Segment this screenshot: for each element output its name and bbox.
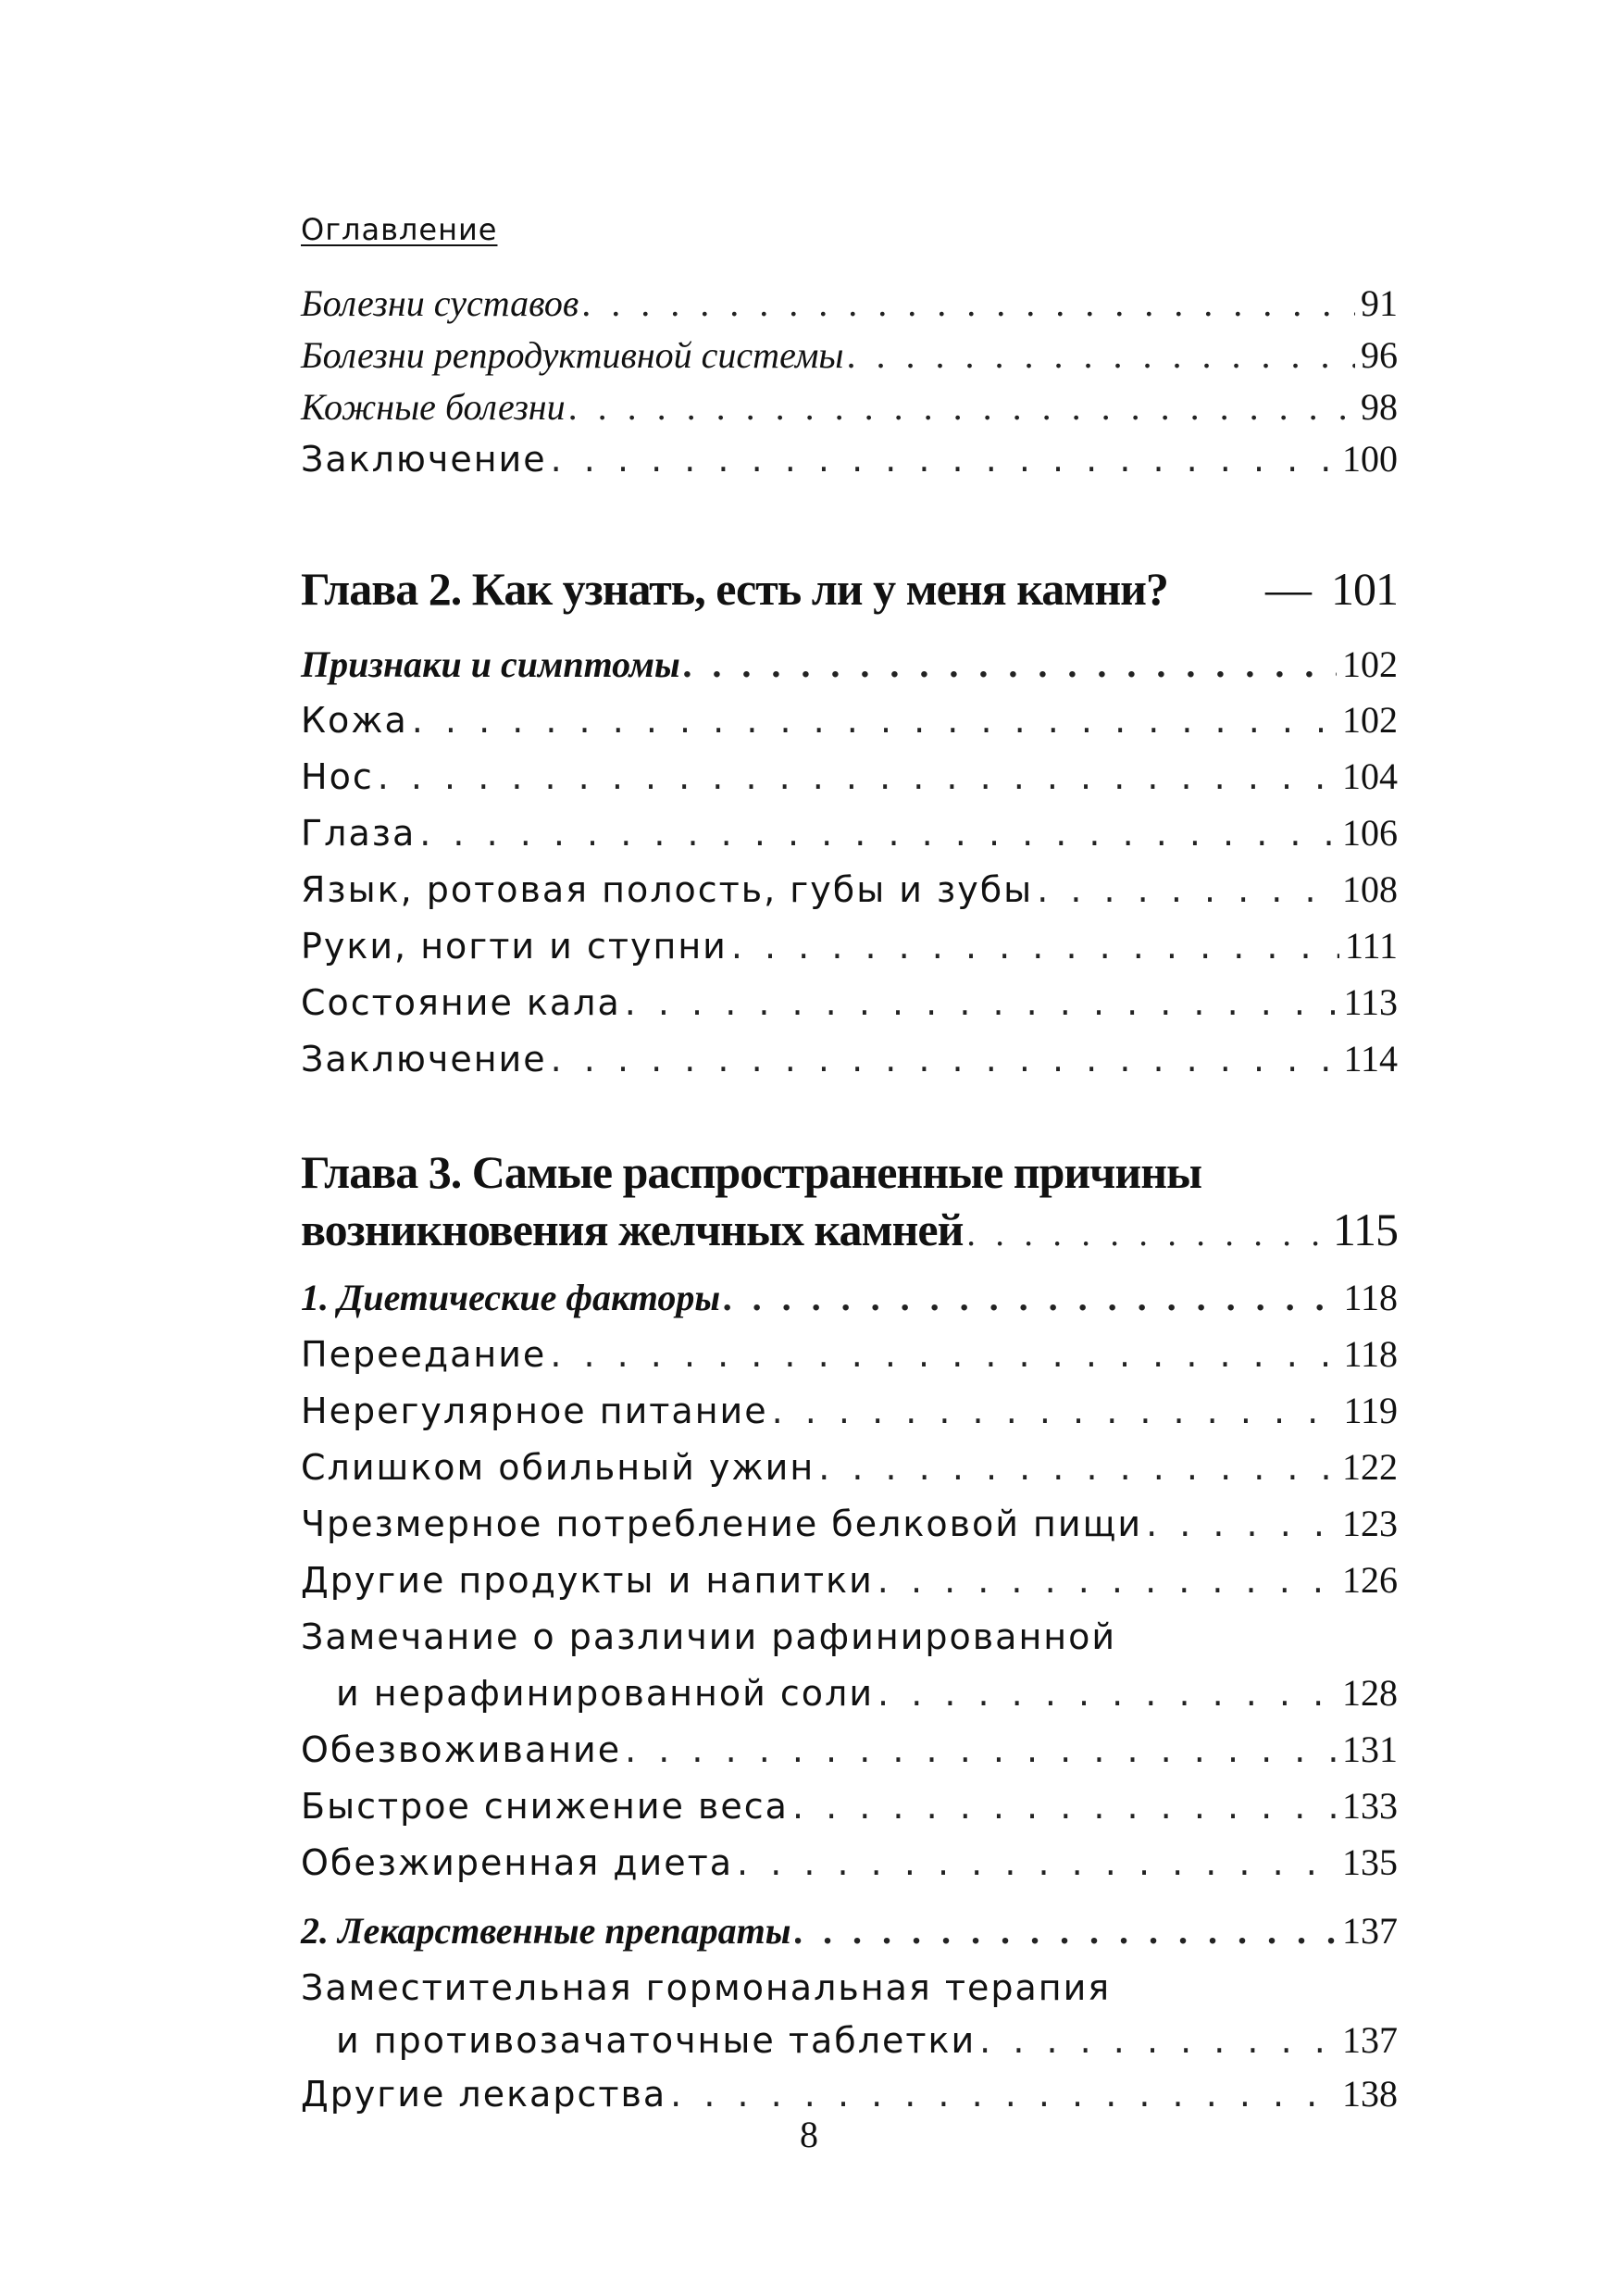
toc-entry-title: Кожные болезни	[301, 386, 566, 428]
dot-leader	[625, 977, 1338, 1029]
running-head: Оглавление	[301, 212, 498, 247]
chapter-heading-2[interactable]	[301, 559, 1398, 618]
dot-leader	[1037, 864, 1337, 916]
toc-entry-page: 131	[1342, 1728, 1398, 1770]
toc-entry-page: 119	[1343, 1390, 1398, 1431]
dot-leader	[1146, 1498, 1337, 1550]
toc-entry[interactable]	[301, 1498, 1398, 1550]
toc-entry[interactable]	[301, 1667, 1398, 1719]
toc-entry[interactable]	[301, 433, 1398, 485]
dot-leader	[569, 381, 1355, 433]
toc-entry-page: 133	[1342, 1785, 1398, 1827]
dot-leader	[772, 1385, 1338, 1437]
toc-entry-page: 135	[1342, 1841, 1398, 1883]
chapter-page: 101	[1331, 563, 1398, 615]
toc-entry[interactable]	[301, 330, 1398, 381]
dot-leader	[550, 1329, 1338, 1380]
dot-leader	[731, 920, 1339, 972]
toc-entry-title: Переедание	[301, 1334, 547, 1375]
chapter-title: Глава 2. Как узнать, есть ли у меня камни?	[301, 563, 1168, 615]
toc-entry[interactable]	[301, 1724, 1398, 1776]
page-number: 8	[800, 2114, 818, 2155]
dot-leader	[818, 1441, 1337, 1493]
toc-entry-page: 138	[1342, 2073, 1398, 2115]
toc-entry[interactable]	[301, 1837, 1398, 1889]
chapter-heading-3[interactable]	[301, 1200, 1398, 1259]
dot-leader	[551, 1033, 1338, 1085]
toc-entry[interactable]	[301, 751, 1398, 803]
toc-entry-page: 122	[1342, 1446, 1398, 1488]
section-title: 2. Лекарственные препараты	[301, 1910, 791, 1952]
dot-leader	[877, 1554, 1337, 1606]
toc-entry-page: 137	[1342, 2019, 1398, 2061]
dot-leader	[419, 807, 1337, 859]
dot-leader	[582, 278, 1355, 330]
dot-leader	[737, 1837, 1337, 1889]
dot-leader	[551, 433, 1337, 485]
dot-leader	[979, 2015, 1337, 2066]
toc-entry-title: Кожа	[301, 700, 408, 741]
section-page: 137	[1342, 1910, 1398, 1952]
toc-entry-title: Другие лекарства	[301, 2074, 667, 2115]
toc-entry[interactable]	[301, 381, 1398, 433]
toc-entry-title: Руки, ногти и ступни	[301, 926, 728, 967]
dot-leader	[684, 639, 1337, 691]
section-heading[interactable]	[301, 1905, 1398, 1957]
toc-entry-title: Обезвоживание	[301, 1729, 622, 1770]
toc-entry-title: и противозачаточные таблетки	[336, 2020, 977, 2061]
dot-leader	[625, 1724, 1337, 1776]
dot-leader	[847, 330, 1355, 381]
toc-entry-page: 126	[1342, 1559, 1398, 1601]
toc-entry-page: 96	[1361, 334, 1398, 376]
toc-entry-title: Заключение	[301, 1039, 547, 1079]
dot-leader	[412, 694, 1337, 746]
toc-entry-page: 108	[1342, 868, 1398, 910]
toc-entry-page: 100	[1342, 438, 1398, 480]
toc-entry[interactable]	[301, 694, 1398, 746]
section-title: Признаки и симптомы	[301, 643, 680, 685]
toc-entry[interactable]	[301, 1441, 1398, 1493]
toc-entry-page: 104	[1342, 755, 1398, 797]
toc-entry-line1[interactable]: Заместительная гормональная терапия	[301, 1967, 1112, 2008]
toc-entry[interactable]	[301, 1033, 1398, 1085]
dot-leader	[792, 1780, 1337, 1832]
section-heading[interactable]	[301, 639, 1398, 691]
toc-entry-page: 114	[1343, 1038, 1398, 1079]
chapter-heading-3-line1[interactable]: Глава 3. Самые распространенные причины	[301, 1146, 1202, 1198]
toc-entry-title: Заключение	[301, 439, 547, 480]
toc-entry-title: Слишком обильный ужин	[301, 1447, 815, 1488]
section-heading[interactable]	[301, 1272, 1398, 1324]
toc-entry-page: 106	[1342, 812, 1398, 854]
toc-entry[interactable]	[301, 1780, 1398, 1832]
section-page: 102	[1342, 643, 1398, 685]
toc-entry-title: Обезжиренная диета	[301, 1842, 734, 1883]
section-title: 1. Диетические факторы	[301, 1277, 721, 1318]
toc-entry[interactable]	[301, 1329, 1398, 1380]
dot-leader	[724, 1272, 1338, 1324]
chapter-dash: —	[1265, 563, 1311, 615]
toc-entry-page: 128	[1342, 1672, 1398, 1714]
toc-entry[interactable]	[301, 278, 1398, 330]
section-page: 118	[1343, 1277, 1398, 1318]
toc-entry[interactable]	[301, 864, 1398, 916]
toc-entry[interactable]	[301, 2015, 1398, 2066]
toc-entry-page: 91	[1361, 282, 1398, 324]
toc-entry[interactable]	[301, 1385, 1398, 1437]
toc-entry-title: Язык, ротовая полость, губы и зубы	[301, 869, 1034, 910]
dot-leader	[378, 751, 1337, 803]
toc-entry[interactable]	[301, 1554, 1398, 1606]
toc-entry-page: 118	[1343, 1333, 1398, 1375]
dot-leader	[795, 1905, 1337, 1957]
toc-entry-title: Чрезмерное потребление белковой пищи	[301, 1504, 1143, 1544]
toc-entry-title: Нос	[301, 756, 374, 797]
toc-entry-title: Другие продукты и напитки	[301, 1560, 874, 1601]
toc-entry[interactable]	[301, 977, 1398, 1029]
toc-entry-page: 123	[1342, 1503, 1398, 1544]
toc-entry-title: и нерафинированной соли	[336, 1673, 875, 1714]
toc-entry-line1[interactable]: Замечание о различии рафинированной	[301, 1616, 1117, 1657]
toc-entry-page: 98	[1361, 386, 1398, 428]
toc-entry-title: Глаза	[301, 813, 417, 854]
toc-entry-title: Болезни суставов	[301, 282, 579, 324]
toc-entry-title: Болезни репродуктивной системы	[301, 334, 844, 376]
chapter-page: 115	[1332, 1204, 1398, 1255]
toc-entry-page: 111	[1344, 925, 1398, 967]
toc-entry-title: Состояние кала	[301, 982, 621, 1023]
toc-entry[interactable]	[301, 920, 1398, 972]
dot-leader	[877, 1667, 1337, 1719]
toc-entry[interactable]	[301, 807, 1398, 859]
dot-leader	[966, 1204, 1326, 1264]
chapter-title: возникновения желчных камней	[301, 1204, 964, 1255]
toc-entry-title: Быстрое снижение веса	[301, 1786, 789, 1827]
toc-entry-page: 113	[1343, 981, 1398, 1023]
toc-entry-page: 102	[1342, 699, 1398, 741]
toc-entry-title: Нерегулярное питание	[301, 1391, 768, 1431]
